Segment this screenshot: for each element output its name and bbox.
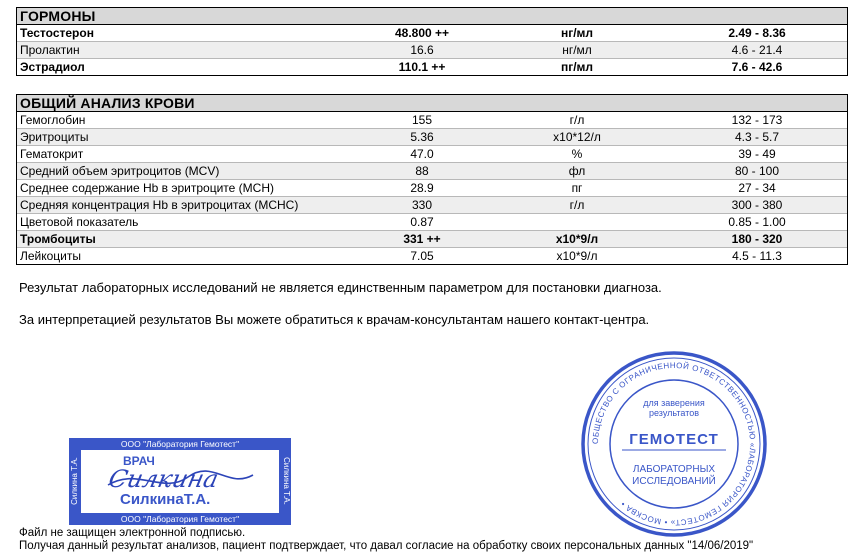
contact-text: За интерпретацией результатов Вы можете обратиться к врачам-консультантам нашего контакт-центра. bbox=[19, 312, 650, 327]
lab-stamp-line3: ЛАБОРАТОРНЫХ bbox=[632, 464, 716, 475]
doctor-stamp-top-text: ООО "Лаборатория Гемотест" bbox=[120, 439, 240, 449]
lab-stamp-line2: результатов bbox=[648, 408, 700, 418]
hormones-rows bbox=[17, 25, 847, 75]
consent-note: Получая данный результат анализов, пациент подтверждает, что давал согласие на обработку своих персональных данных "14/06/2019" bbox=[19, 540, 754, 552]
signature-note: Файл не защищен электронной подписью. bbox=[19, 527, 246, 539]
test-ref-range: 4.3 - 5.7 bbox=[734, 130, 780, 144]
table-row bbox=[17, 59, 847, 75]
test-unit: x10*12/л bbox=[553, 130, 601, 144]
test-ref-range: 2.49 - 8.36 bbox=[728, 26, 786, 40]
test-name: Среднее содержание Hb в эритроците (MCH) bbox=[20, 181, 274, 195]
test-value: 47.0 bbox=[410, 147, 434, 161]
test-value: 48.800 ++ bbox=[394, 26, 450, 40]
table-row bbox=[17, 214, 847, 231]
test-ref-range: 27 - 34 bbox=[738, 181, 776, 195]
table-row bbox=[17, 231, 847, 248]
lab-stamp-brand: ГЕМОТЕСТ bbox=[629, 431, 719, 448]
test-name: Цветовой показатель bbox=[20, 215, 139, 229]
test-name: Гемоглобин bbox=[20, 113, 86, 127]
doctor-stamp-side-right: Силкина Т.А. bbox=[282, 457, 291, 505]
test-name: Гематокрит bbox=[20, 147, 84, 161]
test-unit: нг/мл bbox=[560, 26, 594, 40]
table-row bbox=[17, 180, 847, 197]
test-unit: x10*9/л bbox=[555, 232, 599, 246]
doctor-stamp-bottom-text: ООО "Лаборатория Гемотест" bbox=[120, 514, 240, 524]
lab-stamp-line1: для заверения bbox=[643, 398, 705, 408]
test-unit: x10*9/л bbox=[556, 249, 598, 263]
test-value: 110.1 ++ bbox=[398, 60, 446, 74]
test-value: 88 bbox=[415, 164, 429, 178]
hormones-title: ГОРМОНЫ bbox=[17, 8, 847, 25]
table-row bbox=[17, 146, 847, 163]
table-row bbox=[17, 197, 847, 214]
test-ref-range: 80 - 100 bbox=[734, 164, 780, 178]
test-unit: нг/мл bbox=[562, 43, 592, 57]
test-ref-range: 4.5 - 11.3 bbox=[732, 249, 782, 263]
test-value: 5.36 bbox=[410, 130, 434, 144]
test-ref-range: 7.6 - 42.6 bbox=[731, 60, 783, 74]
test-ref-range: 300 - 380 bbox=[731, 198, 783, 212]
test-value: 16.6 bbox=[410, 43, 434, 57]
test-unit: пг bbox=[571, 181, 583, 195]
table-row bbox=[17, 163, 847, 180]
table-row bbox=[17, 25, 847, 42]
test-name: Эритроциты bbox=[20, 130, 89, 144]
doctor-stamp bbox=[68, 437, 292, 526]
test-ref-range: 0.85 - 1.00 bbox=[728, 215, 786, 229]
doctor-stamp-side-left: Силкина Т.А. bbox=[70, 457, 79, 505]
test-value: 0.87 bbox=[410, 215, 434, 229]
table-row bbox=[17, 112, 847, 129]
test-name: Пролактин bbox=[20, 43, 80, 57]
test-name: Эстрадиол bbox=[20, 60, 85, 74]
table-row bbox=[17, 129, 847, 146]
doctor-stamp-name: СилкинаТ.А. bbox=[120, 491, 211, 508]
test-unit: г/л bbox=[569, 198, 585, 212]
lab-stamp-ring-text: ОБЩЕСТВО С ОГРАНИЧЕННОЙ ОТВЕТСТВЕННОСТЬЮ «ЛАБОРАТОРИЯ ГЕМОТЕСТ» • МОСКВА • bbox=[590, 360, 758, 528]
test-ref-range: 4.6 - 21.4 bbox=[731, 43, 783, 57]
test-unit: фл bbox=[568, 164, 586, 178]
test-name: Тестостерон bbox=[20, 26, 94, 40]
test-unit: пг/мл bbox=[560, 60, 594, 74]
test-ref-range: 39 - 49 bbox=[738, 147, 776, 161]
test-name: Тромбоциты bbox=[20, 232, 96, 246]
test-ref-range: 132 - 173 bbox=[731, 113, 783, 127]
lab-stamp-line4: ИССЛЕДОВАНИЙ bbox=[632, 476, 716, 487]
test-value: 7.05 bbox=[410, 249, 434, 263]
test-unit: % bbox=[571, 147, 583, 161]
test-name: Лейкоциты bbox=[20, 249, 82, 263]
doctor-signature: Силкина bbox=[106, 464, 222, 493]
blood-rows bbox=[17, 112, 847, 264]
table-row bbox=[17, 248, 847, 264]
test-value: 28.9 bbox=[410, 181, 434, 195]
test-unit: г/л bbox=[569, 113, 585, 127]
hormones-section bbox=[16, 7, 848, 76]
test-value: 331 ++ bbox=[403, 232, 441, 246]
test-value: 155 bbox=[411, 113, 433, 127]
disclaimer-text: Результат лабораторных исследований не является единственным параметром для постановки диагноза. bbox=[19, 280, 662, 295]
test-name: Средняя концентрация Hb в эритроцитах (MCHC) bbox=[20, 198, 299, 212]
test-value: 330 bbox=[411, 198, 433, 212]
test-name: Средний объем эритроцитов (MCV) bbox=[20, 164, 220, 178]
test-ref-range: 180 - 320 bbox=[731, 232, 783, 246]
lab-stamp bbox=[580, 350, 768, 538]
table-row bbox=[17, 42, 847, 59]
doctor-stamp-role: ВРАЧ bbox=[123, 454, 155, 468]
blood-title: ОБЩИЙ АНАЛИЗ КРОВИ bbox=[17, 95, 847, 112]
blood-section bbox=[16, 94, 848, 265]
